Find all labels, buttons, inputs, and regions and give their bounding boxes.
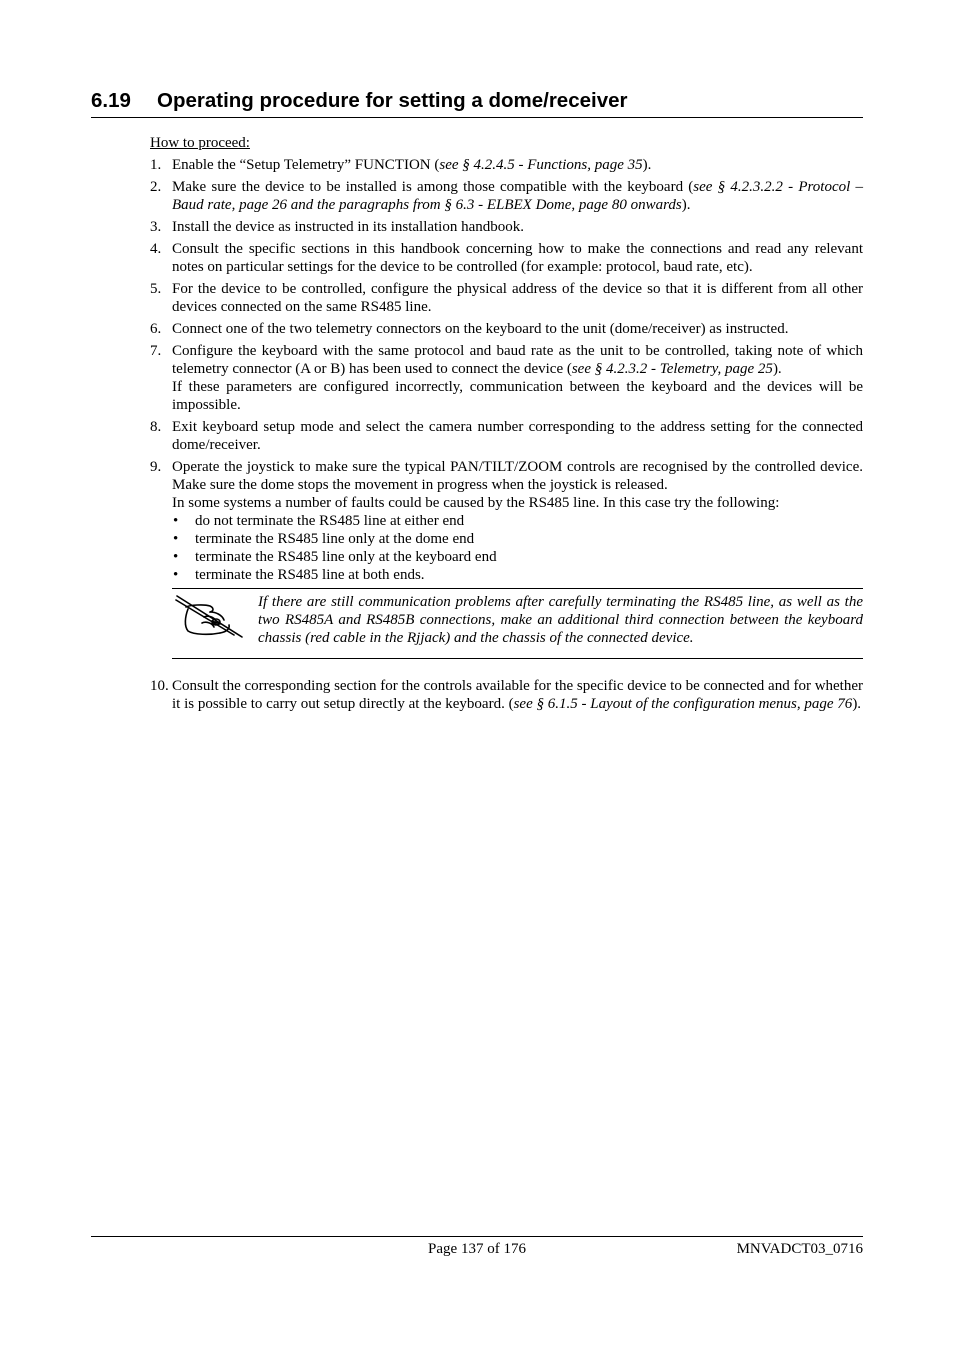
cross-reference: see § 4.2.3.2.2 - Protocol – Baud rate, page 26 and the paragraphs from § 6.3 - ELBEX Dome, page 80 onwards: [172, 179, 863, 213]
step-6: [150, 320, 863, 338]
step-number: 8.: [150, 419, 162, 435]
step-4: [150, 240, 863, 276]
termination-options-list: [172, 512, 863, 584]
step-text-secondary: In some systems a number of faults could be caused by the RS485 line. In this case try the following:: [172, 495, 780, 511]
document-body: [150, 134, 863, 717]
step-number: 5.: [150, 281, 162, 297]
step-text: Consult the specific sections in this handbook concerning how to make the connections and read any relevant notes on particular settings for the device to be controlled (for example: protocol, baud rate, etc).: [172, 241, 863, 275]
list-item: • terminate the RS485 line only at the dome end: [173, 531, 475, 547]
hand-writing-note-icon: [174, 593, 244, 639]
section-heading: [91, 88, 863, 118]
note-box: [172, 588, 863, 659]
step-number: 3.: [150, 219, 162, 235]
step-text: For the device to be controlled, configure the physical address of the device so that it is different from all other devices connected on the same RS485 line.: [172, 281, 863, 315]
step-text: Install the device as instructed in its installation handbook.: [172, 219, 525, 235]
document-code: MNVADCT03_0716: [736, 1241, 863, 1257]
step-warning-text: If these parameters are configured incorrectly, communication between the keyboard and the devices will be impossible.: [172, 379, 863, 413]
step-7: 7. Configure the keyboard with the same protocol and baud rate as the unit to be controlled, taking note of which telemetry connector (A or B) has been used to connect the device (see § 4.2.3.2 - Telemetry, page 25). If these parameters are configured incorrectly, communication between the keyboard and the devices will be impossible.: [150, 343, 863, 413]
cross-reference: see § 4.2.4.5 - Functions, page 35: [439, 157, 643, 173]
step-3: [150, 218, 863, 236]
note-text: If there are still communication problems after carefully terminating the RS485 line, as well as the two RS485A and RS485B connections, make an additional third connection between the keyboard chassis (red cable in the Rjjack) and the chassis of the connected device.: [258, 594, 863, 646]
step-text: Connect one of the two telemetry connectors on the keyboard to the unit (dome/receiver) as instructed.: [172, 321, 789, 337]
step-number: 6.: [150, 321, 162, 337]
step-number: 1.: [150, 157, 162, 173]
step-1: 1. Enable the “Setup Telemetry” FUNCTION (see § 4.2.4.5 - Functions, page 35).: [150, 157, 652, 173]
cross-reference: see § 4.2.3.2 - Telemetry, page 25: [571, 361, 773, 377]
list-item: • do not terminate the RS485 line at either end: [173, 513, 465, 529]
section-number: 6.19: [91, 89, 131, 112]
step-text: Exit keyboard setup mode and select the camera number corresponding to the address setting for the connected dome/receiver.: [172, 419, 863, 453]
intro-label: How to proceed:: [150, 135, 250, 151]
step-5: [150, 280, 863, 316]
footer-divider: [91, 1236, 863, 1237]
step-number: 10.: [150, 678, 169, 694]
cross-reference: see § 6.1.5 - Layout of the configuration menus, page 76: [513, 696, 853, 712]
step-number: 2.: [150, 179, 162, 195]
list-item: • terminate the RS485 line at both ends.: [173, 567, 425, 583]
step-2: 2. Make sure the device to be installed is among those compatible with the keyboard (see § 4.2.3.2.2 - Protocol – Baud rate, page 26 and the paragraphs from § 6.3 - ELBEX Dome, page 80 onwards).: [150, 179, 863, 213]
section-title: Operating procedure for setting a dome/receiver: [157, 89, 628, 112]
step-9: [150, 458, 863, 659]
step-number: 7.: [150, 343, 162, 359]
step-number: 9.: [150, 459, 162, 475]
step-number: 4.: [150, 241, 162, 257]
procedure-steps: [150, 156, 863, 713]
step-8: [150, 418, 863, 454]
page-number: Page 137 of 176: [428, 1241, 526, 1257]
step-10: 10. Consult the corresponding section for the controls available for the specific device to be connected and for whether it is possible to carry out setup directly at the keyboard. (see § 6.1.5 - Layout of the configuration menus, page 76).: [150, 678, 864, 712]
list-item: • terminate the RS485 line only at the keyboard end: [173, 549, 497, 565]
step-text: Operate the joystick to make sure the typical PAN/TILT/ZOOM controls are recognised by the controlled device. Make sure the dome stops the movement in progress when the joystick is released.: [172, 459, 863, 493]
